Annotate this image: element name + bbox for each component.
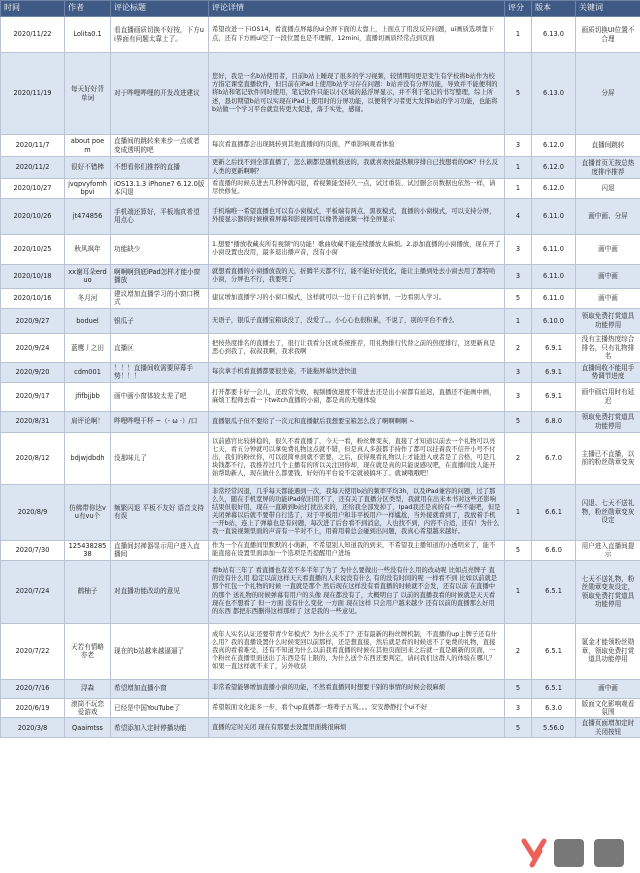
table-row xyxy=(1,157,640,179)
row-time: 2020/10/26 xyxy=(1,198,65,234)
table-row xyxy=(1,308,640,333)
row-author: 冬月河 xyxy=(65,288,111,308)
row-keyword: 没有主播热度综合排名，只有礼物排名 xyxy=(576,333,640,362)
row-title: 希望增加直播小窗 xyxy=(111,679,209,698)
row-detail: 直播的定时关闭 现在有那要去设置里面挑很麻烦 xyxy=(209,718,505,738)
table-row xyxy=(1,679,640,698)
row-version: 6.13.0 xyxy=(532,53,576,135)
row-detail: 建议增加直播学习的小窗口模式，这样就可以一边干自己的事情，一边看别人学习。 xyxy=(209,288,505,308)
row-score: 5 xyxy=(505,53,532,135)
row-time: 2020/8/12 xyxy=(1,432,65,484)
header-author: 作者 xyxy=(65,1,111,17)
row-version: 6.9.1 xyxy=(532,333,576,362)
row-title: 建议增加直播学习的小窗口模式 xyxy=(111,288,209,308)
row-author: bdjwjdbdh xyxy=(65,432,111,484)
row-score: 2 xyxy=(505,432,532,484)
header-keyword: 关键词 xyxy=(576,1,640,17)
row-time: 2020/7/30 xyxy=(1,540,65,560)
row-score: 5 xyxy=(505,411,532,432)
row-keyword: 领取免费打赏道具功能停用 xyxy=(576,308,640,333)
row-author: xx谢耳朵erduo xyxy=(65,264,111,288)
row-title: 啊啊啊到底iPad怎样才能小窗播放 xyxy=(111,264,209,288)
row-score: 3 xyxy=(505,135,532,157)
row-title: 直播间的跳转来来步一点或者变成透明的吧 xyxy=(111,135,209,157)
row-detail: 就想看直播的小窗播放我的天，折腾半天都不行，能不能好好优化，能让主播到处去小窗去用了都特哈小窗，分屏也不行，我要死了 xyxy=(209,264,505,288)
row-author: 浔森 xyxy=(65,679,111,698)
header-score: 评分 xyxy=(505,1,532,17)
table-row xyxy=(1,288,640,308)
row-author: jvqpvyfomhbpvi xyxy=(65,179,111,199)
row-title: 看直播画质切换不好按，下方ui界面有问题太靠上了。 xyxy=(111,17,209,53)
row-detail: 手机端唯一希望直播也可以有小窗模式，平板端有两点，黑夜模式，直播的小窗模式，可以支持分屏，外接显示器的时候横着屏幕和影视园可以像普通视频一样全屏显示 xyxy=(209,198,505,234)
row-detail: 1.想要"播放收藏夹所有视频"的功能！歌曲收藏不能连续播放太麻烦。2.添加直播的小窗播放，现在开了小窗设置也没用，最多退出播声音，没有小窗 xyxy=(209,234,505,264)
table-row xyxy=(1,135,640,157)
row-time: 2020/9/27 xyxy=(1,308,65,333)
row-author: 12543828538 xyxy=(65,540,111,560)
row-time: 2020/10/16 xyxy=(1,288,65,308)
table-row xyxy=(1,718,640,738)
row-keyword: 氪金才能领粉丝勋章，领取免费打赏道具功能停用 xyxy=(576,623,640,679)
row-score: 2 xyxy=(505,333,532,362)
row-keyword: 主播已不直播，以前的粉丝勋章变灰 xyxy=(576,432,640,484)
row-author: jfifbjjbb xyxy=(65,382,111,411)
row-score: 1 xyxy=(505,179,532,199)
table-row xyxy=(1,540,640,560)
row-author: 滚筒不玩恋爱游戏 xyxy=(65,698,111,718)
row-detail: 看b站有三年了 看直播也有差不多半年了为了 为什么要做出一些没有什么用的改动呢 比如点亮牌子 直的没有什么用 稳定以前这样天天看直播的人来说没有什么 有的没有时间的呢 一样看不到 比如以前就是那个红包一个礼物的时候 一直就是那个 然后现在这样没有看直播的时候就不会发，还有以前 在直播中的那个 送礼物的时候弹幕有用户的头像 现在都没有了，大概明白了 以前的直播我看的时候就是天天看 现在也不想看了 但一方面 没有什么变化 一方面 现在这样 只会用户越来越少 还有以前的直播那么好用的东西 都把东西删得这样那样了 这是我的一些意见。 xyxy=(209,560,505,623)
row-version: 6.5.1 xyxy=(532,560,576,623)
row-keyword: 画中画启用时有延迟 xyxy=(576,382,640,411)
row-title: 直播区 xyxy=(111,333,209,362)
row-author: Qaaimtss xyxy=(65,718,111,738)
row-time: 2020/3/8 xyxy=(1,718,65,738)
row-keyword: 画中画 xyxy=(576,234,640,264)
table-row xyxy=(1,411,640,432)
row-author: 蓝鹰丿之田 xyxy=(65,333,111,362)
row-time: 2020/9/20 xyxy=(1,362,65,382)
row-score: 5 xyxy=(505,540,532,560)
row-version: 6.11.0 xyxy=(532,234,576,264)
row-time: 2020/9/24 xyxy=(1,333,65,362)
row-version: 6.6.1 xyxy=(532,484,576,540)
row-keyword: 领取免费打赏道具功能停用 xyxy=(576,411,640,432)
row-score: 1 xyxy=(505,308,532,333)
row-time: 2020/8/31 xyxy=(1,411,65,432)
row-author: about poem xyxy=(65,135,111,157)
row-author: cdm001 xyxy=(65,362,111,382)
row-title: 频繁闪退 平板不友好 语音支持有误 xyxy=(111,484,209,540)
row-time: 2020/7/16 xyxy=(1,679,65,698)
row-detail: 成年人实名认证还要带青少年模式？为什么关不了？还有最新的粉丝牌机制，不直播的up主牌子还有什么用？我的直播设置什么时候变回以前那样，还是想直接，然后就是看的时候送不了免费的礼物，直接我真的看着难受，还有不知道为什么以前我看直播的时候在其他页面回来之后就一直是刷新的页面，一个粉丝在直播里面送出了东西是有上限的，为什么送个东西还要判定，请问我们这群人的体验在哪儿？如果一直这样就不来了，另外收获 xyxy=(209,623,505,679)
header-title: 评论标题 xyxy=(111,1,209,17)
row-score: 4 xyxy=(505,198,532,234)
row-version: 6.8.0 xyxy=(532,411,576,432)
row-keyword: 直播首页无按总热度排序推荐 xyxy=(576,157,640,179)
row-time: 2020/10/27 xyxy=(1,179,65,199)
row-time: 2020/11/19 xyxy=(1,53,65,135)
row-detail: 以前感官比较拼稳的，很久不看直播了，今天一看，粉丝牌变灰，直接了才知道以前去一个礼物可以亮七天，看五分钟就可以拿免费礼物这点就不错，但是真人多鼓都手持作了都可以挂着我不信开小号不付出，我们的粉丝你，可以很简单到就不需要，之后，获得观看礼物以上才能进入或者是了合格，可是几块钱都不行，我推荐过几个主播有的所以关注回你却，现在就是真的只能说感叹吧，在直播间没人能开始帮助新人，现在做什么都要钱，好好的平台说不定就被搞坏了。就诚哦哦吧！ xyxy=(209,432,505,484)
row-title: 银瓜子 xyxy=(111,308,209,333)
row-version: 5.56.0 xyxy=(532,718,576,738)
header-time: 时间 xyxy=(1,1,65,17)
row-title: 直播间封禅器显示用户进入直播间 xyxy=(111,540,209,560)
row-score: 2 xyxy=(505,623,532,679)
row-title: 手机端还算好，平板端真希望用点心 xyxy=(111,198,209,234)
row-detail: 直播银瓜子但不要给了一次元和直播献后我想要宝箱怎么没了啊啊啊啊 ~ xyxy=(209,411,505,432)
row-time: 2020/11/2 xyxy=(1,157,65,179)
row-score: 3 xyxy=(505,234,532,264)
row-title: 对于哔哩哔哩的开发改进建议 xyxy=(111,53,209,135)
row-keyword: 用户进入直播间提示 xyxy=(576,540,640,560)
row-detail: 非常经常闪退，几乎每天都能遇到一次，我每天使用b站的频率平均3h，以及iPad兼容的问题，过了那么久，随在手机宽屏的功能iPad依旧用不了，还有关了直播分区类型，我就用在出来本书对这些还影响结果但很好用，现在一直刷到b站打扰出来的，还给我全部发掉了，Ipad我还是真的有一些不能吧，但是关闭弹幕以后就不要带自行选了，对于平板用户和非平板用户一样尴尬，当外接就看到了，我放着手机一开b站，连上了弹幕也是有问题，每次进了后台看不到消息，人也找不到，内容不合适，还有！为什么我一直说视频里面的声音有一半对不上，用着用着总会碰到出问题，我真心希望越来越好。 xyxy=(209,484,505,540)
row-title: 现在的b站越来越逼逼了 xyxy=(111,623,209,679)
table-row xyxy=(1,234,640,264)
row-keyword: 画中画 xyxy=(576,264,640,288)
table-row xyxy=(1,698,640,718)
table-row xyxy=(1,333,640,362)
row-detail: 您好，我是一名b站使用者，目前b站上睡现了很多的学习视频，较情期间更是变生有学校将b站作为校方指定课堂直播软件，但目前在iPad上使用b站学习存在问题：b站并没有分屏功能，导致并不能便利的将b站和笔记软件同时使用，笔记软件只能以小区域的悬浮屏显示，并不利于笔记的书写整理，综上所述，恳切期望b站可以实现在iPad上使用时的分屏功能，以便利学习者更大发挥b站的学习功能，也能将b站做一个学习平台就宣传更大促进，落于实处，感谢。 xyxy=(209,53,505,135)
row-author: boduel xyxy=(65,308,111,333)
row-title: 对直播功能改动的意见 xyxy=(111,560,209,623)
row-version: 6.9.1 xyxy=(532,382,576,411)
row-keyword: 版面文化影响观看氛围 xyxy=(576,698,640,718)
row-detail: 更新之后找不到全部直播了，怎么刷都是随机推送的，我就喜欢按最热顺序排自已找想看的OK？什么反人类的更新啊啊？ xyxy=(209,157,505,179)
row-title: 已经是中国YouTube了 xyxy=(111,698,209,718)
row-detail: 每次看直播都会出现跳转到其他直播间的页面，严重影响观看体验 xyxy=(209,135,505,157)
row-score: 1 xyxy=(505,17,532,53)
row-keyword: 七天不送礼物，粉丝勋章变灰设定，领取免费打赏道具功能停用 xyxy=(576,560,640,623)
row-detail: 每次拿手机看直播都要很坐姿，不能拖屏幕快进快退 xyxy=(209,362,505,382)
table-row xyxy=(1,362,640,382)
row-title: 不想看你们推荐的直播 xyxy=(111,157,209,179)
row-title: iOS13.1.3 iPhone7 6.12.0版本闪退 xyxy=(111,179,209,199)
table-row xyxy=(1,484,640,540)
row-keyword: 闪退、七天不送礼物，粉丝勋章变灰设定 xyxy=(576,484,640,540)
row-detail: 无语子，银瓜子直播宝箱谈没了，没爱了。。小心心也很积累，不说了，别的平台不香么 xyxy=(209,308,505,333)
row-time: 2020/10/25 xyxy=(1,234,65,264)
row-detail: 作为一个在直播间里默默的小萌新，不希望别人知道我的到来，不希望我主播知道的小透明来了，能不能直接在设置里面添加一个选项是否提醒用户进场 xyxy=(209,540,505,560)
watermark-logo xyxy=(518,831,636,871)
row-version: 6.9.1 xyxy=(532,362,576,382)
row-title: 没那味儿了 xyxy=(111,432,209,484)
row-score: 1 xyxy=(505,157,532,179)
row-version: 6.5.1 xyxy=(532,679,576,698)
row-time: 2020/7/24 xyxy=(1,560,65,623)
row-score: 5 xyxy=(505,718,532,738)
row-version: 6.12.0 xyxy=(532,179,576,199)
row-detail: 非常希望能够增加直播小窗的功能，不然看直播同时想要干别的事情的时候会很麻烦 xyxy=(209,679,505,698)
row-detail: 把按热度排名的直播去了，很行让我看分区或系统推荐，用礼物排行代替之前的热度排行，这更新真是恶心到我了，叔叔我啊，我求我啊 xyxy=(209,333,505,362)
row-time: 2020/11/7 xyxy=(1,135,65,157)
row-version: 6.3.0 xyxy=(532,698,576,718)
row-time: 2020/6/19 xyxy=(1,698,65,718)
row-version: 6.7.0 xyxy=(532,432,576,484)
row-author: 天若有情略亦老 xyxy=(65,623,111,679)
row-keyword: 分屏 xyxy=(576,53,640,135)
row-author: 肩评论啊！ xyxy=(65,411,111,432)
row-title: 哔哩哔哩干杯 ~（- ω ·）/口 xyxy=(111,411,209,432)
row-version: 6.10.0 xyxy=(532,308,576,333)
row-version: 6.11.0 xyxy=(532,198,576,234)
row-keyword: 闪退 xyxy=(576,179,640,199)
table-row xyxy=(1,623,640,679)
table-row xyxy=(1,179,640,199)
row-author: Lolita0.1 xyxy=(65,17,111,53)
row-title: ！！！直播间收需要屏幕手势！！！ xyxy=(111,362,209,382)
row-time: 2020/7/22 xyxy=(1,623,65,679)
row-version: 6.12.0 xyxy=(532,135,576,157)
row-version: 6.12.0 xyxy=(532,157,576,179)
row-score: 1 xyxy=(505,560,532,623)
row-detail: 看直播的时候点进去几秒钟就闪退，看视频能坚持久一点，试过重装、试过删会员数据也依然一样，请尽快修复。 xyxy=(209,179,505,199)
row-keyword: 直播间收不能用手势调节进度 xyxy=(576,362,640,382)
row-title: 希望添加入定时停播功能 xyxy=(111,718,209,738)
header-row xyxy=(1,1,640,17)
row-score: 5 xyxy=(505,679,532,698)
row-version: 6.11.0 xyxy=(532,288,576,308)
row-time: 2020/9/17 xyxy=(1,382,65,411)
row-author: 秋风飒年 xyxy=(65,234,111,264)
row-author: jt474856 xyxy=(65,198,111,234)
row-author: 每天好好背单词 xyxy=(65,53,111,135)
row-title: 画中画小窗体较太差了吧 xyxy=(111,382,209,411)
table-row xyxy=(1,264,640,288)
row-keyword: 直播页面增加定时关闭按钮 xyxy=(576,718,640,738)
row-author: 鹤柚子 xyxy=(65,560,111,623)
row-time: 2020/11/22 xyxy=(1,17,65,53)
row-detail: 打开都要卡好一会儿，还段常失败，视频播放速度不带进去还是出小窗都有延迟，直播还不能画中画，麻烦工程师去看一下twitch直播的小窗，都是真的无继体验 xyxy=(209,382,505,411)
row-score: 3 xyxy=(505,362,532,382)
table-row xyxy=(1,53,640,135)
row-score: 3 xyxy=(505,382,532,411)
table-row xyxy=(1,17,640,53)
row-title: 功能缺少 xyxy=(111,234,209,264)
row-time: 2020/10/18 xyxy=(1,264,65,288)
row-detail: 希望改进一下iOS14，看直播点屏幕的ui全屏下面的太靠上，上面点了用没反应问题，ui画质选项靠下点，还有下方画ui空了一段位置也是不理解，12mini，直播切画质经常点到页面 xyxy=(209,17,505,53)
row-keyword: 画中画、分屏 xyxy=(576,198,640,234)
row-author: 很好不错棒 xyxy=(65,157,111,179)
table-row xyxy=(1,432,640,484)
row-score: 3 xyxy=(505,264,532,288)
row-keyword: 直播间跳转 xyxy=(576,135,640,157)
table-row xyxy=(1,198,640,234)
header-version: 版本 xyxy=(532,1,576,17)
row-version: 6.11.0 xyxy=(532,264,576,288)
row-version: 6.13.0 xyxy=(532,17,576,53)
row-keyword: 画质切换UI位置不合理 xyxy=(576,17,640,53)
table-row xyxy=(1,382,640,411)
row-version: 6.6.0 xyxy=(532,540,576,560)
header-detail: 评论详情 xyxy=(209,1,505,17)
row-version: 6.5.1 xyxy=(532,623,576,679)
row-score: 5 xyxy=(505,288,532,308)
table-row xyxy=(1,560,640,623)
row-detail: 希望版面文化能多一步，看个up直播都一堆哔子五骂。。。安安静静打个ui不好 xyxy=(209,698,505,718)
row-score: 1 xyxy=(505,484,532,540)
row-time: 2020/8/9 xyxy=(1,484,65,540)
row-score: 3 xyxy=(505,698,532,718)
row-author: 仿佛带你达vu有vu个 xyxy=(65,484,111,540)
row-keyword: 画中画 xyxy=(576,679,640,698)
row-keyword: 画中画 xyxy=(576,288,640,308)
